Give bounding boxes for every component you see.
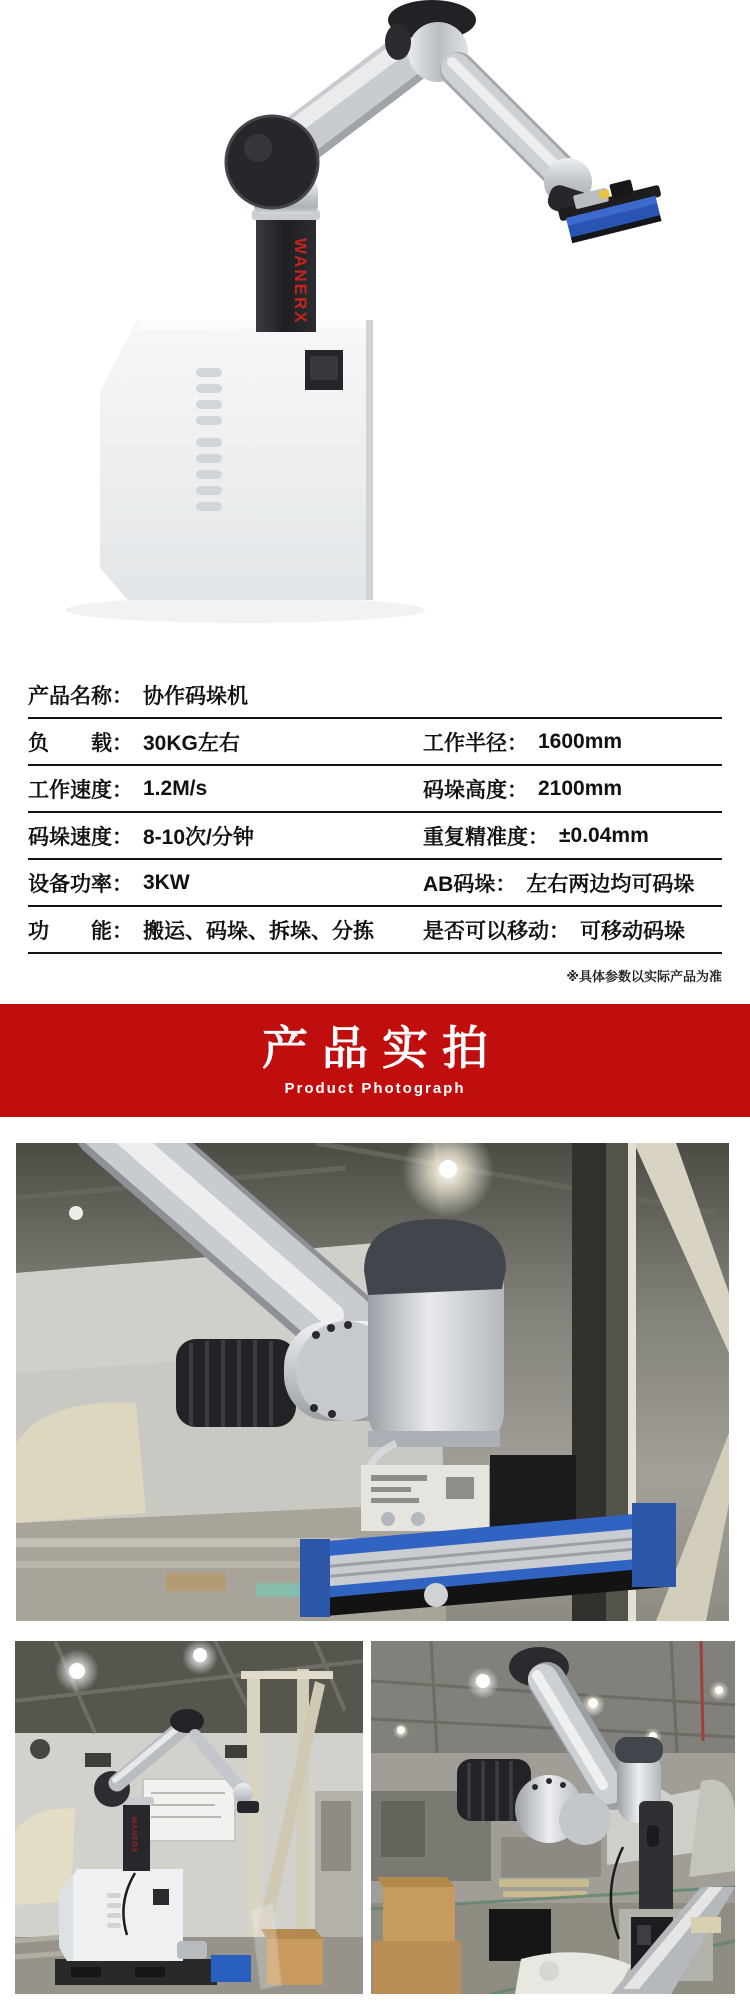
spec-label: 码垛高度： <box>423 778 528 802</box>
section-banner <box>0 1004 750 1117</box>
spec-value: 1.2M/s <box>143 776 208 800</box>
spec-row-function <box>28 907 722 954</box>
spec-cell <box>28 680 423 710</box>
spec-value: 8-10次/分钟 <box>143 825 254 849</box>
spec-cell <box>28 774 423 804</box>
spec-label: 功 能： <box>28 919 133 943</box>
spec-cell <box>28 821 423 851</box>
spec-cell <box>423 821 722 851</box>
spec-row-power <box>28 860 722 907</box>
spec-label: 是否可以移动： <box>423 919 570 943</box>
banner-subtitle: Product Photograph <box>284 1079 466 1097</box>
photo-row <box>15 1641 735 1994</box>
main-product-photo <box>16 1143 729 1621</box>
wall-fan <box>30 1739 50 1759</box>
spec-row-product-name <box>28 672 722 719</box>
spec-cell <box>423 774 722 804</box>
spec-footnote: ※具体参数以实际产品为准 <box>566 969 722 984</box>
spec-label: 工作速度： <box>28 778 133 802</box>
spec-label: 重复精准度： <box>423 825 549 849</box>
spec-value: ±0.04mm <box>559 823 649 847</box>
spec-label: 产品名称： <box>28 684 133 708</box>
wrist-dark-cap <box>364 1219 506 1295</box>
red-pipe <box>701 1641 703 1741</box>
spec-row-pallet-speed <box>28 813 722 860</box>
spec-cell <box>423 727 722 757</box>
robot-arm-factory-illustration <box>371 1641 735 1994</box>
spec-value: 可移动码垛 <box>580 919 685 943</box>
blue-bin <box>211 1955 251 1982</box>
spec-cell <box>28 727 423 757</box>
spec-label: 设备功率： <box>28 872 133 896</box>
cabinet-base <box>65 320 425 623</box>
palletizer-product-illustration <box>0 0 750 660</box>
spec-cell <box>28 868 423 898</box>
secondary-photo-left <box>15 1641 363 1994</box>
spec-row-speed <box>28 766 722 813</box>
robot-column <box>252 210 320 332</box>
hero-product-photo <box>0 0 750 660</box>
palletizer-full-view-illustration <box>15 1641 363 1994</box>
spec-label: AB码垛： <box>423 872 517 896</box>
spec-cell <box>28 915 423 945</box>
secondary-photo-right <box>371 1641 735 1994</box>
svg-text:WANERX: WANERX <box>130 1817 137 1854</box>
robot-arm <box>226 0 603 223</box>
robot-wrist-closeup-illustration <box>16 1143 729 1621</box>
spec-value: 搬运、码垛、拆垛、分拣 <box>143 919 374 943</box>
spec-value-product-name: 协作码垛机 <box>143 684 248 708</box>
spec-value: 30KG左右 <box>143 731 240 755</box>
spec-value: 2100mm <box>538 776 623 800</box>
banner-title: 产品实拍 <box>262 1022 502 1075</box>
spec-value: 3KW <box>143 870 190 894</box>
spec-label: 码垛速度： <box>28 825 133 849</box>
spec-value: 左右两边均可码垛 <box>526 872 695 896</box>
spec-table <box>28 672 722 954</box>
spec-label: 工作半径： <box>423 731 528 755</box>
spec-cell <box>423 915 722 945</box>
control-box <box>489 1909 551 1961</box>
brand-text: WANERX <box>291 238 310 325</box>
spec-row-load <box>28 719 722 766</box>
spec-label: 负 载： <box>28 731 133 755</box>
spec-cell <box>423 868 722 898</box>
whiteboard <box>143 1779 235 1841</box>
spec-value: 1600mm <box>538 729 623 753</box>
